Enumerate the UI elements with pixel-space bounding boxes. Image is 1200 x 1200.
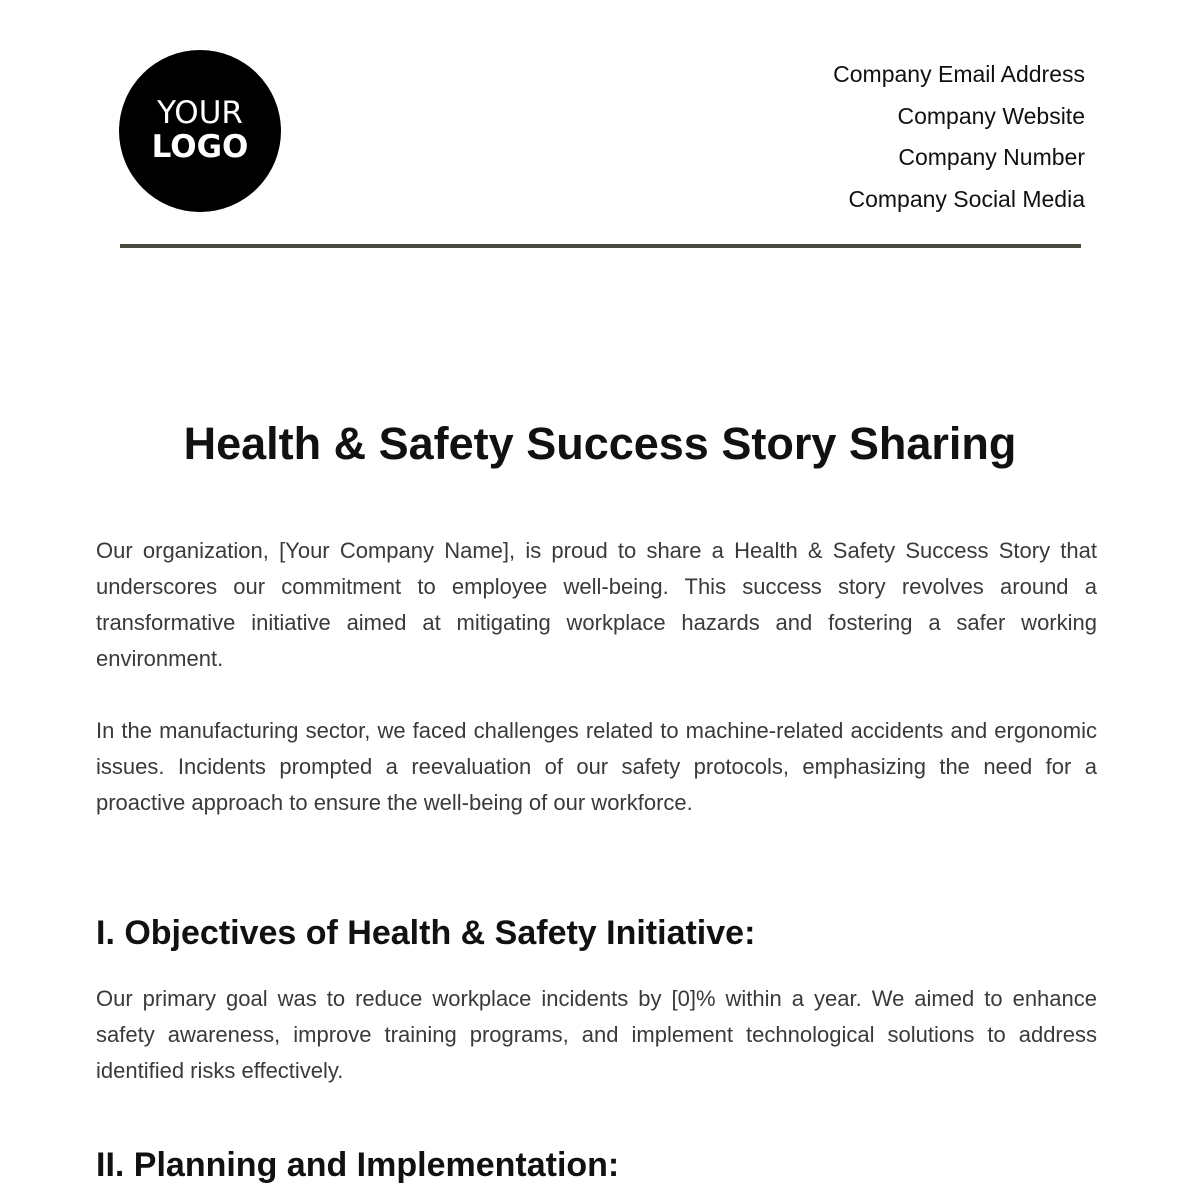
document-title: Health & Safety Success Story Sharing [183,418,1017,469]
company-logo [119,50,281,212]
logo-text-line1: YOUR [157,94,243,131]
company-email: Company Email Address [833,61,1085,87]
header-divider [120,244,1081,248]
logo-text-line2: LOGO [151,128,249,165]
intro-paragraph-2: In the manufacturing sector, we faced challenges related to machine-related accidents and ergonomic issues. Incidents prompted a reevaluation of our safety protocols, emphasizing the need for a proactive approach to ensure the well-being of our workforce. [96,718,1097,815]
section-heading-objectives: I. Objectives of Health & Safety Initiative: [96,914,756,952]
intro-paragraph-1: Our organization, [Your Company Name], is proud to share a Health & Safety Success Story that underscores our commitment to employee well-being. This success story revolves around a transformative initiative aimed at mitigating workplace hazards and fostering a safer working environment. [96,538,1097,671]
company-social-media: Company Social Media [848,186,1085,213]
company-contact-block [833,54,1085,221]
section-body-objectives: Our primary goal was to reduce workplace incidents by [0]% within a year. We aimed to enhance safety awareness, improve training programs, and implement technological solutions to address identified risks effectively. [96,986,1097,1083]
section-heading-planning: II. Planning and Implementation: [96,1146,620,1184]
company-number: Company Number [898,144,1085,171]
company-website: Company Website [897,102,1085,129]
